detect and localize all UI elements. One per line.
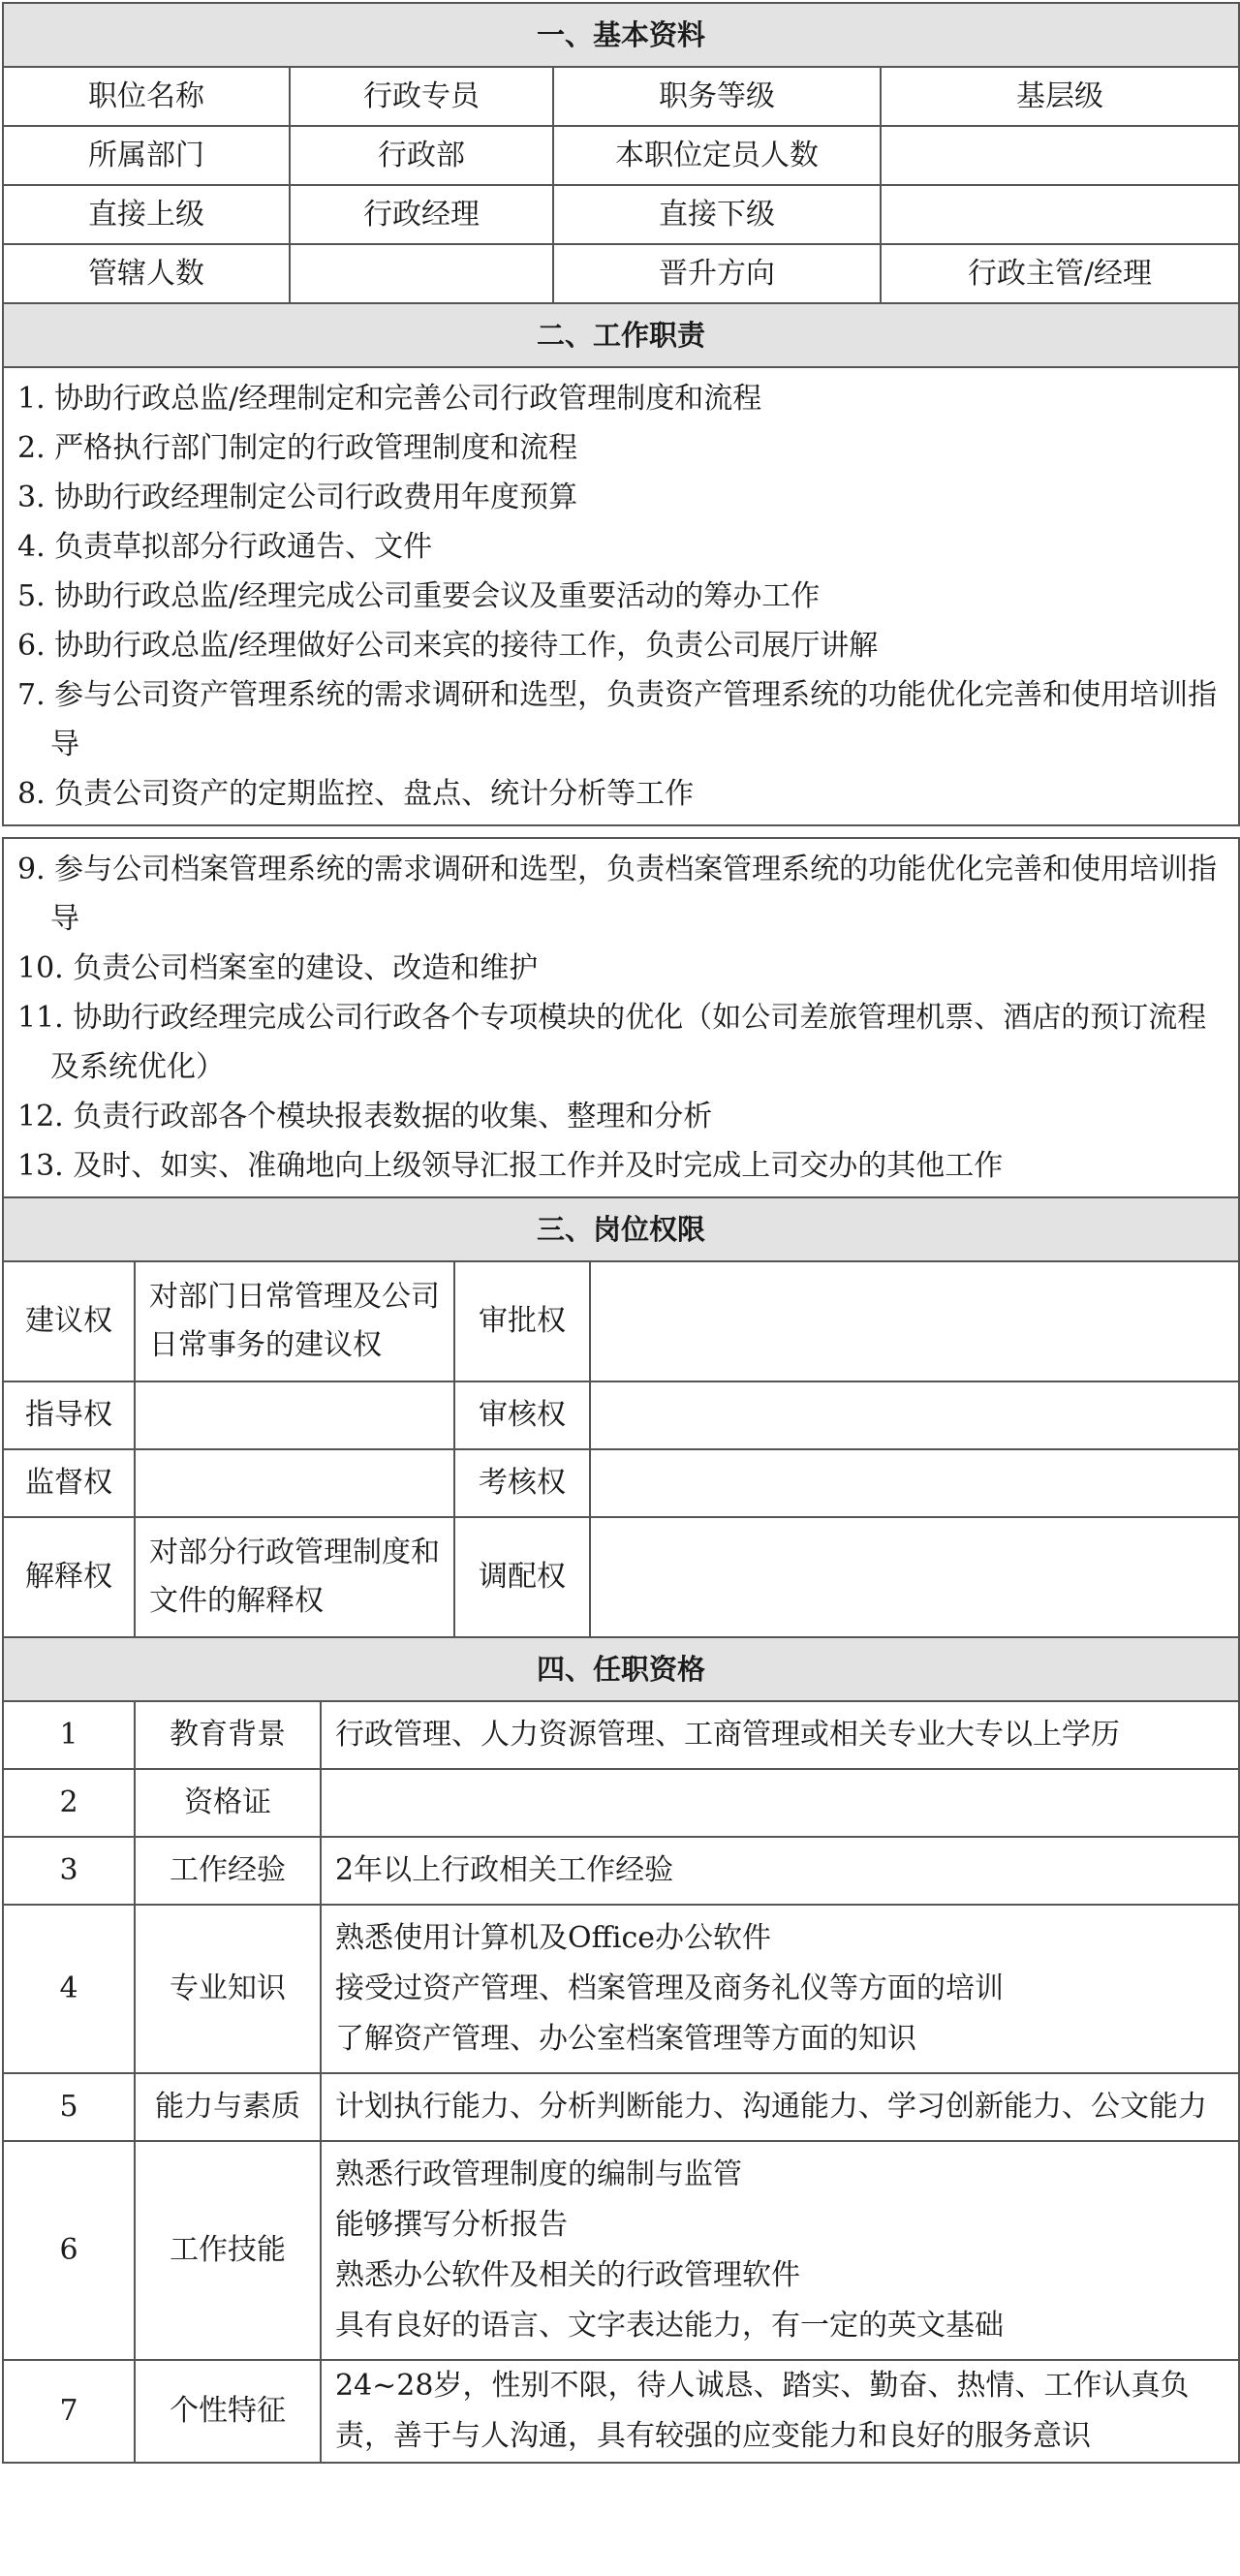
qualification-item: 个性特征 (135, 2360, 321, 2463)
requirement-line: 2年以上行政相关工作经验 (335, 1853, 674, 1887)
qualification-number: 6 (3, 2141, 135, 2360)
qualification-number: 5 (3, 2073, 135, 2141)
qualification-row (3, 2141, 1239, 2360)
field-value (290, 244, 553, 303)
section-duties-title: 二、工作职责 (3, 303, 1239, 367)
duty-item: 5. 协助行政总监/经理完成公司重要会议及重要活动的筹办工作 (17, 579, 821, 613)
duty-item: 6. 协助行政总监/经理做好公司来宾的接待工作，负责公司展厅讲解 (17, 629, 879, 663)
basic-info-row (3, 185, 1239, 244)
duties-list-part2 (3, 838, 1239, 1197)
authority-description (135, 1381, 454, 1449)
qualification-number: 2 (3, 1769, 135, 1837)
qualification-requirement (321, 1769, 1239, 1837)
duty-item: 10. 负责公司档案室的建设、改造和维护 (17, 951, 539, 985)
authority-description: 对部门日常管理及公司日常事务的建议权 (135, 1261, 454, 1381)
field-value: 行政部 (290, 126, 553, 185)
field-label: 职位名称 (3, 67, 290, 126)
duty-item: 1. 协助行政总监/经理制定和完善公司行政管理制度和流程 (17, 382, 762, 416)
requirement-line: 24~28岁，性别不限，待人诚恳、踏实、勤奋、热情、工作认真负责，善于与人沟通，具有较强的应变能力和良好的服务意识 (335, 2369, 1190, 2453)
duty-item: 11. 协助行政经理完成公司行政各个专项模块的优化（如公司差旅管理机票、酒店的预订流程及系统优化） (17, 1001, 1207, 1084)
authority-row (3, 1449, 1239, 1517)
duty-item: 7. 参与公司资产管理系统的需求调研和选型，负责资产管理系统的功能优化完善和使用培训指导 (17, 678, 1218, 761)
requirement-line: 熟悉使用计算机及Office办公软件 (335, 1921, 772, 1955)
requirement-line: 能够撰写分析报告 (335, 2208, 568, 2242)
qualification-row (3, 2360, 1239, 2463)
requirement-line: 了解资产管理、办公室档案管理等方面的知识 (335, 2022, 916, 2056)
qualification-item: 教育背景 (135, 1701, 321, 1769)
authority-description (590, 1261, 1239, 1381)
authority-description (590, 1449, 1239, 1517)
duty-item: 9. 参与公司档案管理系统的需求调研和选型，负责档案管理系统的功能优化完善和使用培训指导 (17, 853, 1218, 936)
qualification-number: 4 (3, 1905, 135, 2073)
basic-info-row (3, 244, 1239, 303)
qualification-number: 7 (3, 2360, 135, 2463)
qualification-item: 能力与素质 (135, 2073, 321, 2141)
job-description-table-part2 (2, 837, 1240, 2464)
basic-info-row (3, 67, 1239, 126)
authority-label: 监督权 (3, 1449, 135, 1517)
qualification-requirement (321, 1701, 1239, 1769)
requirement-line: 熟悉行政管理制度的编制与监管 (335, 2157, 742, 2191)
qualification-item: 专业知识 (135, 1905, 321, 2073)
qualification-row (3, 2073, 1239, 2141)
field-label: 本职位定员人数 (553, 126, 881, 185)
field-label: 管辖人数 (3, 244, 290, 303)
authority-description (590, 1381, 1239, 1449)
authority-label: 调配权 (454, 1517, 590, 1637)
duty-item: 13. 及时、如实、准确地向上级领导汇报工作并及时完成上司交办的其他工作 (17, 1149, 1004, 1183)
field-value: 行政经理 (290, 185, 553, 244)
duty-item: 8. 负责公司资产的定期监控、盘点、统计分析等工作 (17, 777, 695, 811)
qualification-number: 3 (3, 1837, 135, 1905)
field-value: 行政专员 (290, 67, 553, 126)
authority-label: 考核权 (454, 1449, 590, 1517)
qualification-requirement (321, 1837, 1239, 1905)
section-basic-info-title: 一、基本资料 (3, 3, 1239, 67)
duty-item: 3. 协助行政经理制定公司行政费用年度预算 (17, 481, 578, 514)
qualification-requirement (321, 2360, 1239, 2463)
field-value: 基层级 (881, 67, 1239, 126)
qualifications-body (3, 1701, 1239, 2463)
requirement-line: 计划执行能力、分析判断能力、沟通能力、学习创新能力、公文能力 (335, 2090, 1207, 2124)
field-label: 晋升方向 (553, 244, 881, 303)
qualification-item: 工作技能 (135, 2141, 321, 2360)
authority-row (3, 1517, 1239, 1637)
qualification-item: 工作经验 (135, 1837, 321, 1905)
qualification-row (3, 1769, 1239, 1837)
qualification-number: 1 (3, 1701, 135, 1769)
requirement-line: 具有良好的语言、文字表达能力，有一定的英文基础 (335, 2309, 1004, 2343)
authority-description: 对部分行政管理制度和文件的解释权 (135, 1517, 454, 1637)
requirement-line: 熟悉办公软件及相关的行政管理软件 (335, 2258, 800, 2292)
authority-description (135, 1449, 454, 1517)
duty-item: 12. 负责行政部各个模块报表数据的收集、整理和分析 (17, 1100, 713, 1133)
section-authority-title: 三、岗位权限 (3, 1197, 1239, 1261)
field-label: 职务等级 (553, 67, 881, 126)
field-label: 所属部门 (3, 126, 290, 185)
field-label: 直接下级 (553, 185, 881, 244)
job-description-table-part1 (2, 2, 1240, 826)
field-label: 直接上级 (3, 185, 290, 244)
section-qualifications-title: 四、任职资格 (3, 1637, 1239, 1701)
requirement-line: 接受过资产管理、档案管理及商务礼仪等方面的培训 (335, 1971, 1004, 2005)
authority-label: 解释权 (3, 1517, 135, 1637)
authority-label: 建议权 (3, 1261, 135, 1381)
field-value: 行政主管/经理 (881, 244, 1239, 303)
qualification-requirement (321, 2141, 1239, 2360)
qualification-row (3, 1701, 1239, 1769)
duties-list-part1 (3, 367, 1239, 825)
authority-label: 指导权 (3, 1381, 135, 1449)
field-value (881, 185, 1239, 244)
field-value (881, 126, 1239, 185)
qualification-requirement (321, 1905, 1239, 2073)
authority-label: 审批权 (454, 1261, 590, 1381)
duty-item: 2. 严格执行部门制定的行政管理制度和流程 (17, 431, 578, 465)
authority-description (590, 1517, 1239, 1637)
duty-item: 4. 负责草拟部分行政通告、文件 (17, 530, 433, 564)
qualification-row (3, 1837, 1239, 1905)
qualification-row (3, 1905, 1239, 2073)
requirement-line: 行政管理、人力资源管理、工商管理或相关专业大专以上学历 (335, 1718, 1120, 1752)
basic-info-row (3, 126, 1239, 185)
qualification-requirement (321, 2073, 1239, 2141)
authority-row (3, 1261, 1239, 1381)
authority-row (3, 1381, 1239, 1449)
qualification-item: 资格证 (135, 1769, 321, 1837)
authority-label: 审核权 (454, 1381, 590, 1449)
